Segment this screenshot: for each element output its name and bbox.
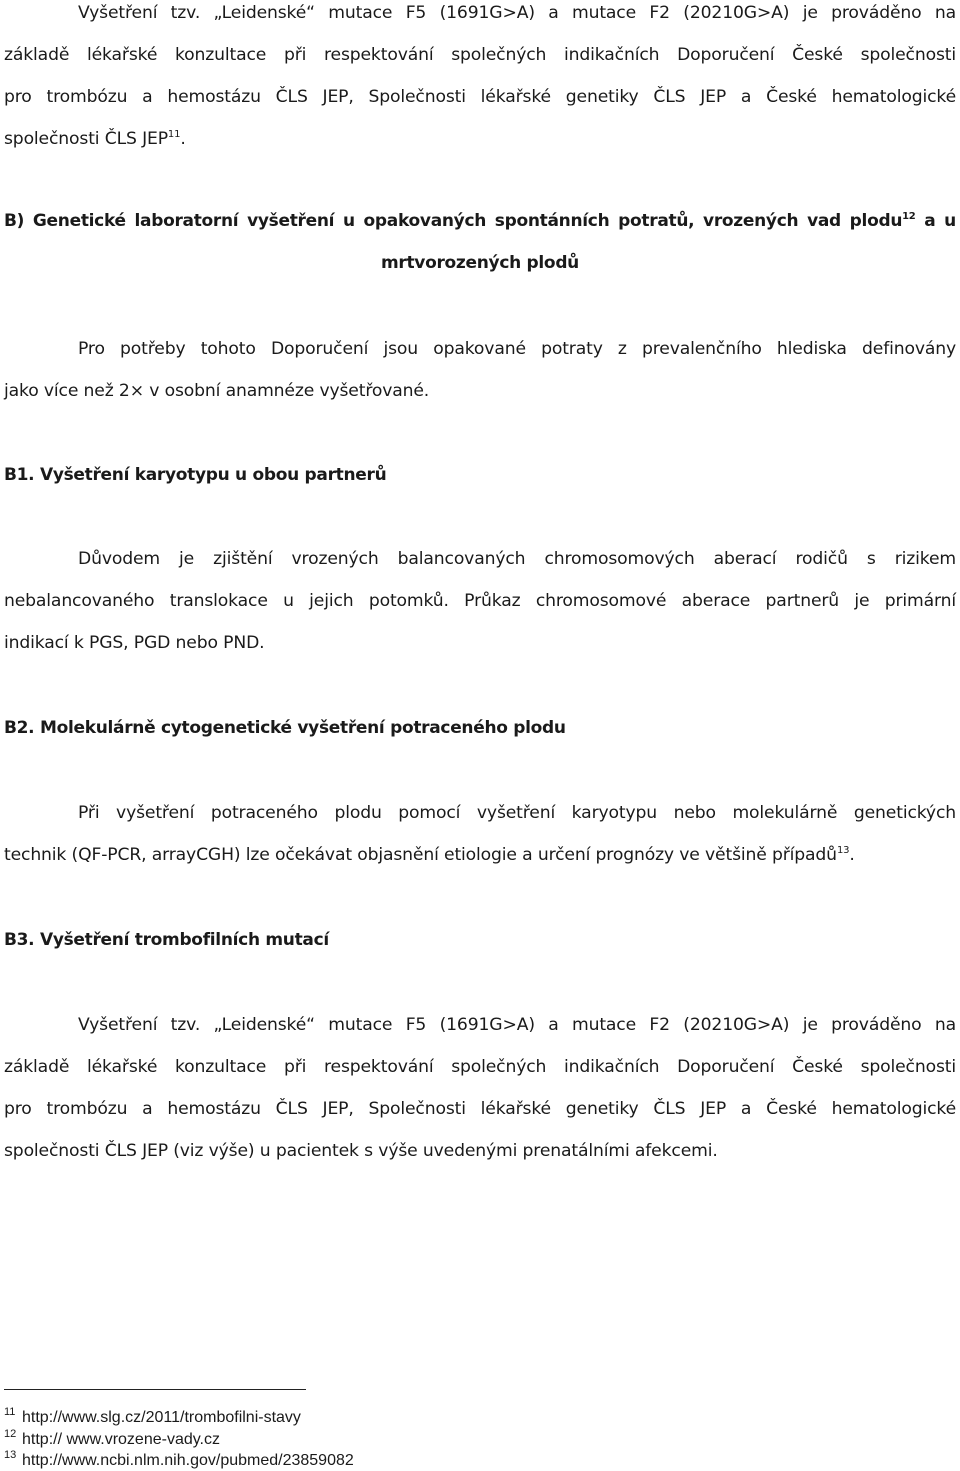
top-paragraph-line-4: společnosti ČLS JEP$^{11}$. <box>4 129 186 149</box>
footnote-link[interactable]: http:// www.vrozene-vady.cz <box>22 1431 220 1448</box>
section-b2-heading: B2. Molekulárně cytogenetické vyšetření potraceného plodu <box>4 718 566 738</box>
footnote-ref-11[interactable]: 11 <box>167 129 181 140</box>
section-b3-line-1: Vyšetření tzv. „Leidenské“ mutace F5 (1691G>A) a mutace F2 (20210G>A) je prováděno na <box>78 1015 956 1035</box>
footnote-link[interactable]: http://www.ncbi.nlm.nih.gov/pubmed/23859082 <box>22 1452 354 1469</box>
footnote-separator <box>4 1389 306 1390</box>
section-b-paragraph <box>4 328 956 412</box>
section-b3-line-2: základě lékařské konzultace při respektování společných indikačních Doporučení České společnosti <box>4 1057 956 1077</box>
section-b1-heading: B1. Vyšetření karyotypu u obou partnerů <box>4 465 387 485</box>
section-b3 <box>4 919 956 961</box>
section-b-paragraph-line-1: Pro potřeby tohoto Doporučení jsou opakované potraty z prevalenčního hlediska definovány <box>78 339 956 359</box>
footnote-number: 11 <box>4 1406 16 1418</box>
section-b3-line-3: pro trombózu a hemostázu ČLS JEP, Společnosti lékařské genetiky ČLS JEP a České hematologické <box>4 1099 956 1119</box>
top-paragraph-line-1: Vyšetření tzv. „Leidenské“ mutace F5 (1691G>A) a mutace F2 (20210G>A) je prováděno na <box>78 3 956 23</box>
section-b3-heading: B3. Vyšetření trombofilních mutací <box>4 930 329 950</box>
section-b-paragraph-line-2: jako více než 2× v osobní anamnéze vyšetřované. <box>4 381 430 401</box>
top-paragraph <box>4 0 956 160</box>
section-b1 <box>4 454 956 496</box>
footnote-link[interactable]: http://www.slg.cz/2011/trombofilni-stavy <box>22 1409 301 1426</box>
section-b3-line-4: společnosti ČLS JEP (viz výše) u pacientek s výše uvedenými prenatálními afekcemi. <box>4 1141 718 1161</box>
section-b1-paragraph <box>4 538 956 664</box>
footnote-ref-13[interactable]: 13 <box>836 845 850 856</box>
footnote-13 <box>4 1445 354 1471</box>
section-b2-paragraph <box>4 792 956 876</box>
section-b1-line-3: indikací k PGS, PGD nebo PND. <box>4 633 265 653</box>
top-paragraph-line-3: pro trombózu a hemostázu ČLS JEP, Společnosti lékařské genetiky ČLS JEP a České hematologické <box>4 87 956 107</box>
section-b-heading-line-2: mrtvorozených plodů <box>380 253 579 273</box>
top-paragraph-line-2: základě lékařské konzultace při respektování společných indikačních Doporučení České společnosti <box>4 45 956 65</box>
footnote-ref-12[interactable]: 12 <box>902 211 916 222</box>
section-b <box>4 200 956 284</box>
section-b2 <box>4 707 956 749</box>
section-b1-line-1: Důvodem je zjištění vrozených balancovaných chromosomových aberací rodičů s rizikem <box>78 549 956 569</box>
section-b2-line-2: technik (QF-PCR, arrayCGH) lze očekávat objasnění etiologie a určení prognózy ve většině případů$^{13}$. <box>4 845 855 865</box>
section-b3-paragraph <box>4 1004 956 1172</box>
section-b1-line-2: nebalancovaného translokace u jejich potomků. Průkaz chromosomové aberace partnerů je primární <box>4 591 956 611</box>
footnote-number: 13 <box>4 1449 17 1461</box>
section-b2-line-1: Při vyšetření potraceného plodu pomocí vyšetření karyotypu nebo molekulárně genetických <box>78 803 956 823</box>
section-b-heading-line-1: B) Genetické laboratorní vyšetření u opakovaných spontánních potratů, vrozených vad plodu$^{12}$ a u <box>4 211 956 231</box>
footnote-number: 12 <box>4 1428 17 1440</box>
